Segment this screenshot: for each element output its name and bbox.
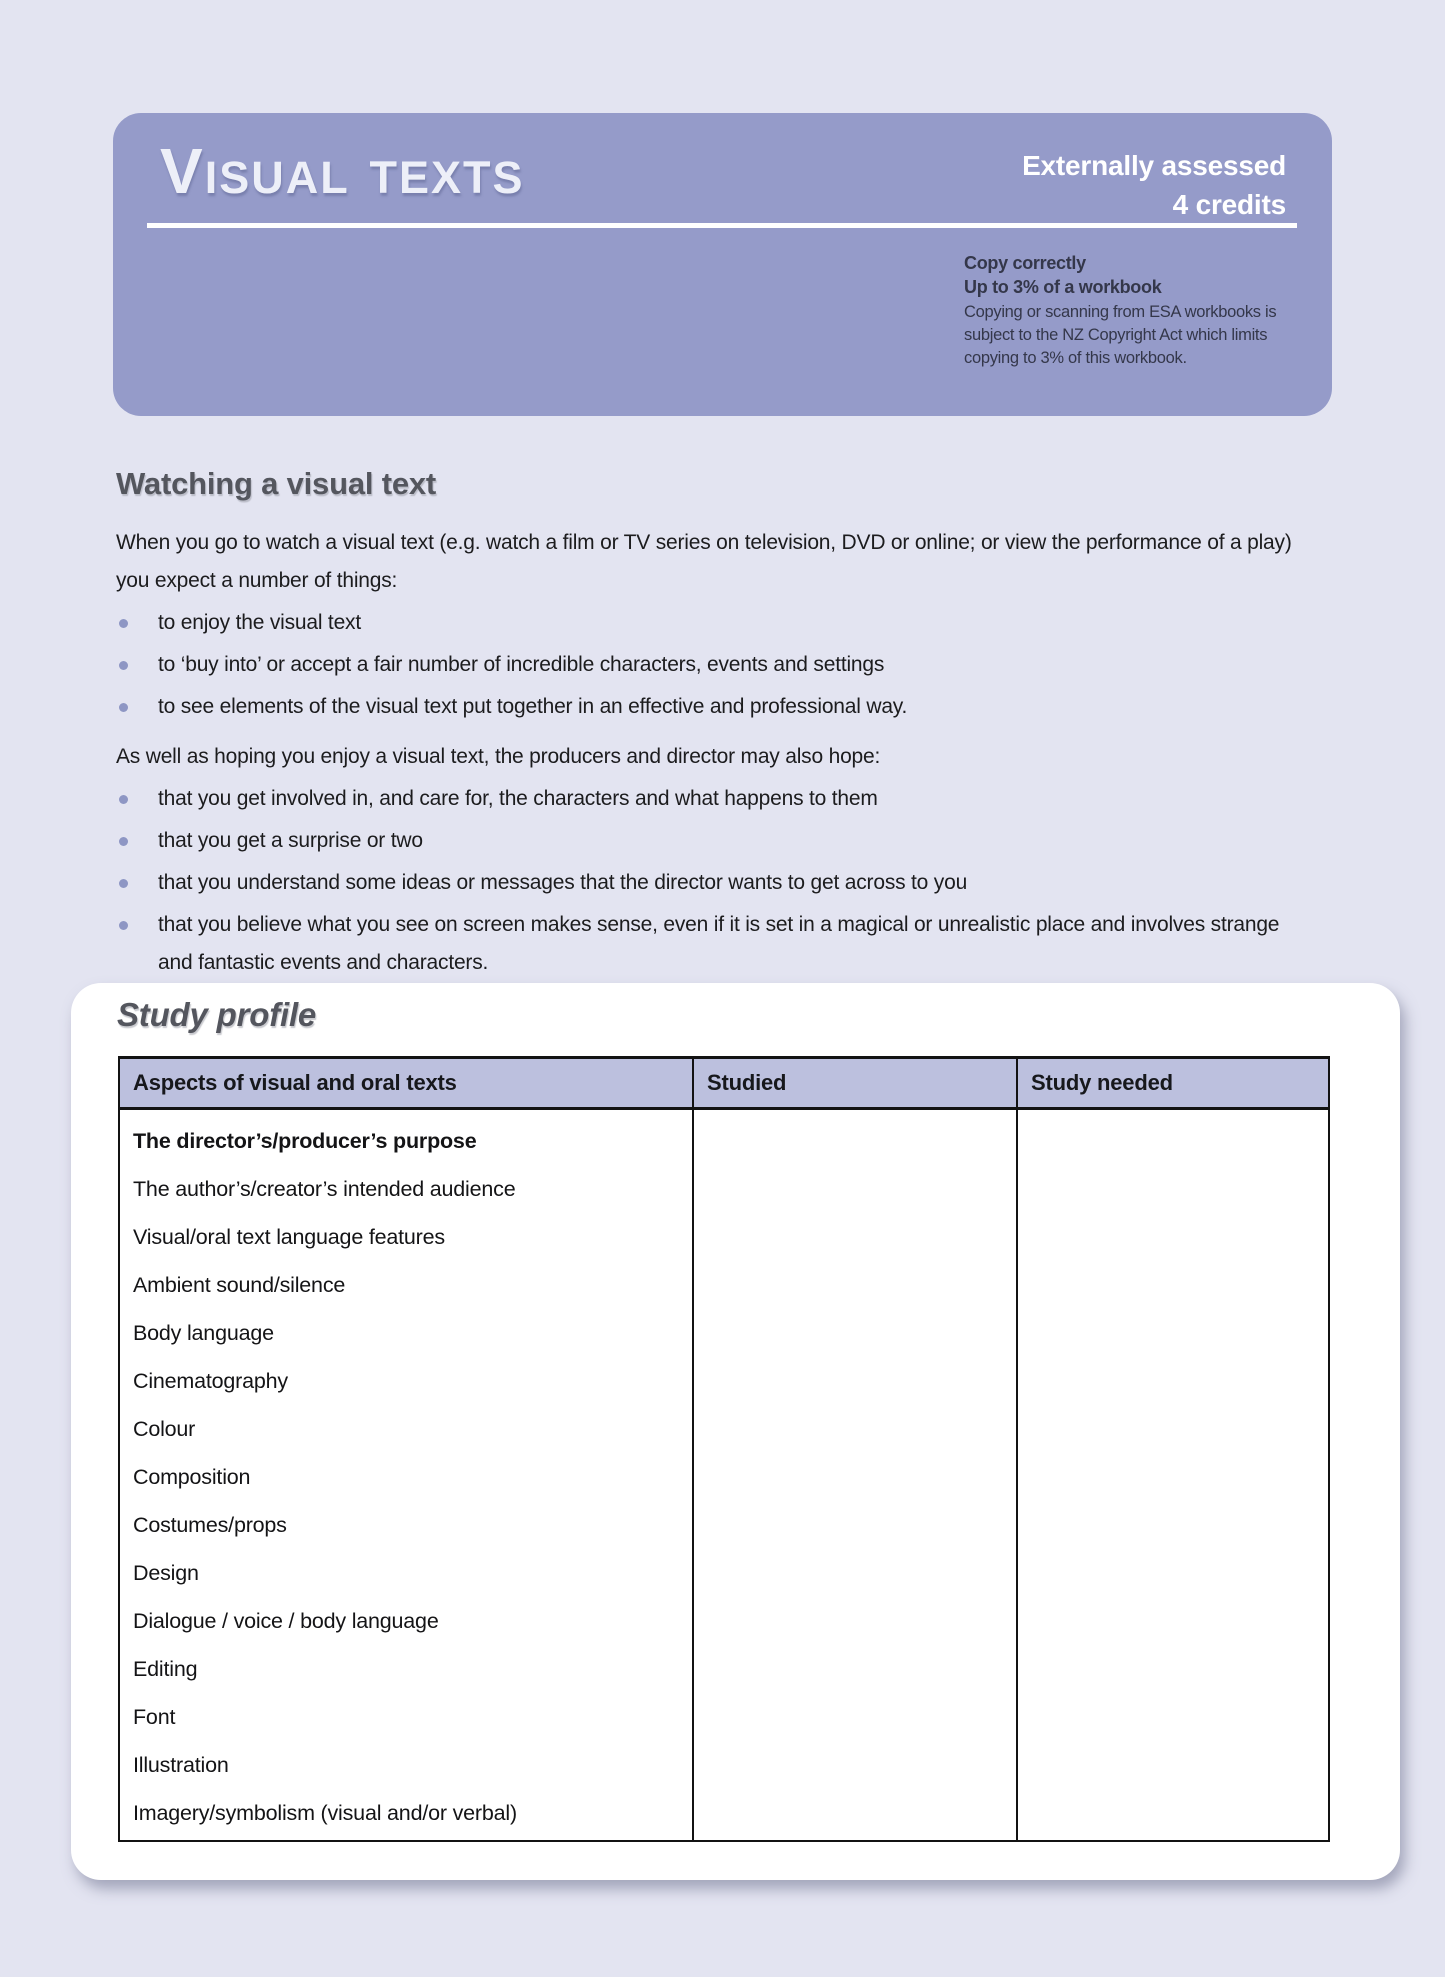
section-heading: Watching a visual text [116,466,437,501]
list-item-text: that you believe what you see on screen makes sense, even if it is set in a magical or unrealistic place and involves strange and fantastic events and characters. [158,913,1280,974]
column-header-study-needed: Study needed [1016,1059,1328,1107]
chapter-header-card [113,113,1332,416]
hopes-list [116,780,1306,982]
table-body-row [120,1110,1328,1840]
table-row: Illustration [133,1753,229,1777]
bullet-dot-icon [119,661,128,670]
study-profile-panel [71,983,1400,1880]
table-row: Design [133,1561,199,1585]
bullet-dot-icon [119,879,128,888]
header-divider [147,223,1297,228]
table-row: Colour [133,1417,196,1441]
assessment-info [1022,146,1286,224]
table-row: Imagery/symbolism (visual and/or verbal) [133,1801,517,1825]
bullet-dot-icon [119,837,128,846]
table-row: The director’s/producer’s purpose [133,1129,477,1153]
list-item [116,646,1306,684]
list-item-text: that you get a surprise or two [158,829,423,852]
table-row: Editing [133,1657,198,1681]
column-header-studied: Studied [692,1059,1016,1107]
table-row: Composition [133,1465,251,1489]
list-item [116,688,1306,726]
table-row: Visual/oral text language features [133,1225,445,1249]
table-row: Cinematography [133,1369,288,1393]
list-item [116,780,1306,818]
copyright-notice-heading: Copy correctly [964,253,1086,273]
assessment-credits: 4 credits [1172,189,1286,220]
list-item-text: that you get involved in, and care for, the characters and what happens to them [158,787,878,810]
list-item-text: to enjoy the visual text [158,611,361,634]
chapter-title: Visual texts [160,135,525,207]
list-item-text: to ‘buy into’ or accept a fair number of incredible characters, events and settings [158,653,885,676]
expectations-list [116,604,1306,726]
list-item [116,822,1306,860]
list-item [116,604,1306,642]
column-header-aspects: Aspects of visual and oral texts [133,1070,457,1095]
copyright-notice-body: Copying or scanning from ESA workbooks is subject to the NZ Copyright Act which limits copying to 3% of this workbook. [964,303,1277,367]
study-profile-heading: Study profile [117,996,317,1033]
intro-paragraph: When you go to watch a visual text (e.g. watch a film or TV series on television, DVD or online; or view the performance of a play) you expect a number of things: [116,531,1292,592]
table-header-row [120,1059,1328,1110]
table-row: Body language [133,1321,274,1345]
watching-section [116,467,1306,982]
list-item [116,864,1306,902]
table-row: Dialogue / voice / body language [133,1609,439,1633]
table-row: Costumes/props [133,1513,287,1537]
study-needed-cell [1016,1110,1328,1840]
copyright-notice [964,251,1297,370]
list-item-text: to see elements of the visual text put together in an effective and professional way. [158,695,908,718]
aspects-cell [120,1110,692,1840]
bullet-dot-icon [119,619,128,628]
hopes-intro-paragraph: As well as hoping you enjoy a visual text, the producers and director may also hope: [116,745,881,768]
table-row: Ambient sound/silence [133,1273,346,1297]
list-item [116,906,1306,982]
study-profile-table [118,1056,1330,1842]
list-item-text: that you understand some ideas or messages that the director wants to get across to you [158,871,968,894]
bullet-dot-icon [119,921,128,930]
table-row: Font [133,1705,176,1729]
bullet-dot-icon [119,703,128,712]
copyright-notice-subheading: Up to 3% of a workbook [964,277,1162,297]
studied-cell [692,1110,1016,1840]
assessment-type: Externally assessed [1022,150,1286,181]
bullet-dot-icon [119,795,128,804]
table-row: The author’s/creator’s intended audience [133,1177,516,1201]
